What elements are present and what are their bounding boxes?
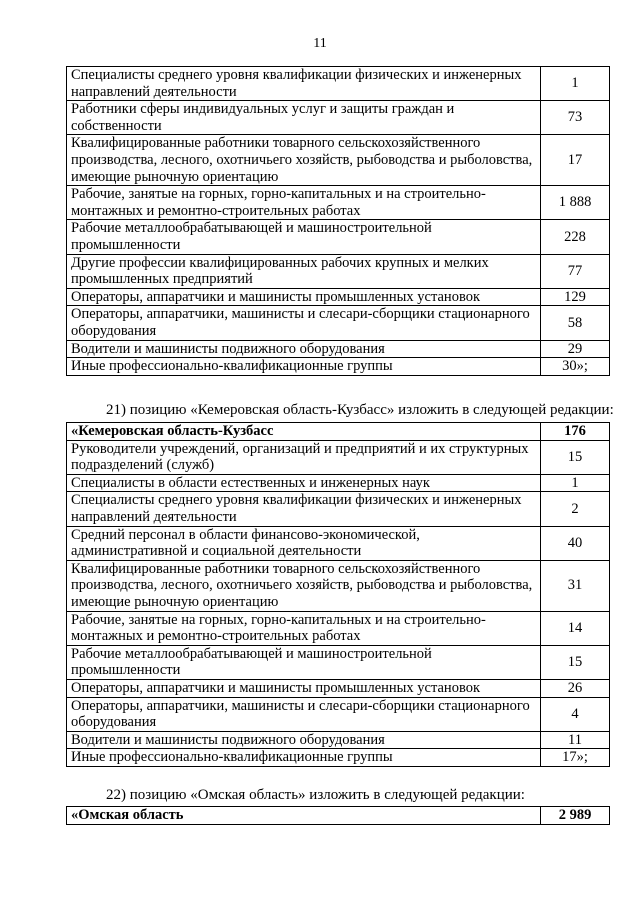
row-name: Квалифицированные работники товарного сельскохозяйственного производства, лесного, охотничьего хозяйств, рыбоводства и рыболовства, имеющие рыночную ориентацию xyxy=(67,135,541,186)
row-name: Операторы, аппаратчики, машинисты и слесари-сборщики стационарного оборудования xyxy=(67,697,541,731)
row-value: 15 xyxy=(541,440,610,474)
paragraph-21: 21) позицию «Кемеровская область-Кузбасс» изложить в следующей редакции: xyxy=(106,402,614,418)
table-row xyxy=(67,306,610,340)
table-row xyxy=(67,358,610,376)
table-row xyxy=(67,440,610,474)
row-value: 73 xyxy=(541,101,610,135)
row-name: Специалисты в области естественных и инженерных наук xyxy=(67,474,541,492)
table-row xyxy=(67,340,610,358)
row-value: 58 xyxy=(541,306,610,340)
table-row xyxy=(67,526,610,560)
row-value: 31 xyxy=(541,560,610,611)
row-value: 29 xyxy=(541,340,610,358)
table-row xyxy=(67,186,610,220)
row-value: 14 xyxy=(541,611,610,645)
table-2 xyxy=(66,422,610,767)
table-row xyxy=(67,492,610,526)
table-row xyxy=(67,611,610,645)
table-row xyxy=(67,220,610,254)
row-name: Операторы, аппаратчики и машинисты промышленных установок xyxy=(67,288,541,306)
row-name: Водители и машинисты подвижного оборудования xyxy=(67,340,541,358)
row-name: Руководители учреждений, организаций и предприятий и их структурных подразделений (служб) xyxy=(67,440,541,474)
page-number: 11 xyxy=(313,36,327,51)
row-value: 11 xyxy=(541,731,610,749)
row-value: 2 xyxy=(541,492,610,526)
row-value: 40 xyxy=(541,526,610,560)
row-value: 17»; xyxy=(541,749,610,767)
table-row xyxy=(67,560,610,611)
row-name: Операторы, аппаратчики, машинисты и слесари-сборщики стационарного оборудования xyxy=(67,306,541,340)
region-name: «Кемеровская область-Кузбасс xyxy=(67,423,541,441)
row-value: 15 xyxy=(541,645,610,679)
table-3 xyxy=(66,806,610,825)
row-name: Иные профессионально-квалификационные группы xyxy=(67,358,541,376)
table-row xyxy=(67,67,610,101)
row-value: 30»; xyxy=(541,358,610,376)
table-row xyxy=(67,731,610,749)
row-name: Рабочие металлообрабатывающей и машиностроительной промышленности xyxy=(67,645,541,679)
row-value: 17 xyxy=(541,135,610,186)
row-value: 77 xyxy=(541,254,610,288)
region-total: 176 xyxy=(541,423,610,441)
table-row xyxy=(67,101,610,135)
row-value: 129 xyxy=(541,288,610,306)
row-name: Специалисты среднего уровня квалификации физических и инженерных направлений деятельности xyxy=(67,67,541,101)
table-row xyxy=(67,679,610,697)
row-value: 1 xyxy=(541,474,610,492)
row-name: Рабочие, занятые на горных, горно-капитальных и на строительно-монтажных и ремонтно-строительных работах xyxy=(67,611,541,645)
table-row xyxy=(67,254,610,288)
row-name: Иные профессионально-квалификационные группы xyxy=(67,749,541,767)
region-total: 2 989 xyxy=(541,807,610,825)
row-name: Другие профессии квалифицированных рабочих крупных и мелких промышленных предприятий xyxy=(67,254,541,288)
table-header-row xyxy=(67,807,610,825)
row-name: Рабочие, занятые на горных, горно-капитальных и на строительно-монтажных и ремонтно-строительных работах xyxy=(67,186,541,220)
table-header-row xyxy=(67,423,610,441)
row-value: 1 xyxy=(541,67,610,101)
table-row xyxy=(67,288,610,306)
row-value: 4 xyxy=(541,697,610,731)
row-value: 1 888 xyxy=(541,186,610,220)
table-row xyxy=(67,474,610,492)
row-name: Водители и машинисты подвижного оборудования xyxy=(67,731,541,749)
row-name: Специалисты среднего уровня квалификации физических и инженерных направлений деятельности xyxy=(67,492,541,526)
paragraph-22: 22) позицию «Омская область» изложить в следующей редакции: xyxy=(106,787,525,803)
table-row xyxy=(67,645,610,679)
table-1 xyxy=(66,66,610,376)
row-value: 228 xyxy=(541,220,610,254)
table-row xyxy=(67,135,610,186)
row-name: Квалифицированные работники товарного сельскохозяйственного производства, лесного, охотничьего хозяйств, рыбоводства и рыболовства, имеющие рыночную ориентацию xyxy=(67,560,541,611)
row-name: Средний персонал в области финансово-экономической, административной и социальной деятельности xyxy=(67,526,541,560)
row-name: Операторы, аппаратчики и машинисты промышленных установок xyxy=(67,679,541,697)
table-row xyxy=(67,749,610,767)
row-value: 26 xyxy=(541,679,610,697)
row-name: Рабочие металлообрабатывающей и машиностроительной промышленности xyxy=(67,220,541,254)
row-name: Работники сферы индивидуальных услуг и защиты граждан и собственности xyxy=(67,101,541,135)
table-row xyxy=(67,697,610,731)
region-name: «Омская область xyxy=(67,807,541,825)
